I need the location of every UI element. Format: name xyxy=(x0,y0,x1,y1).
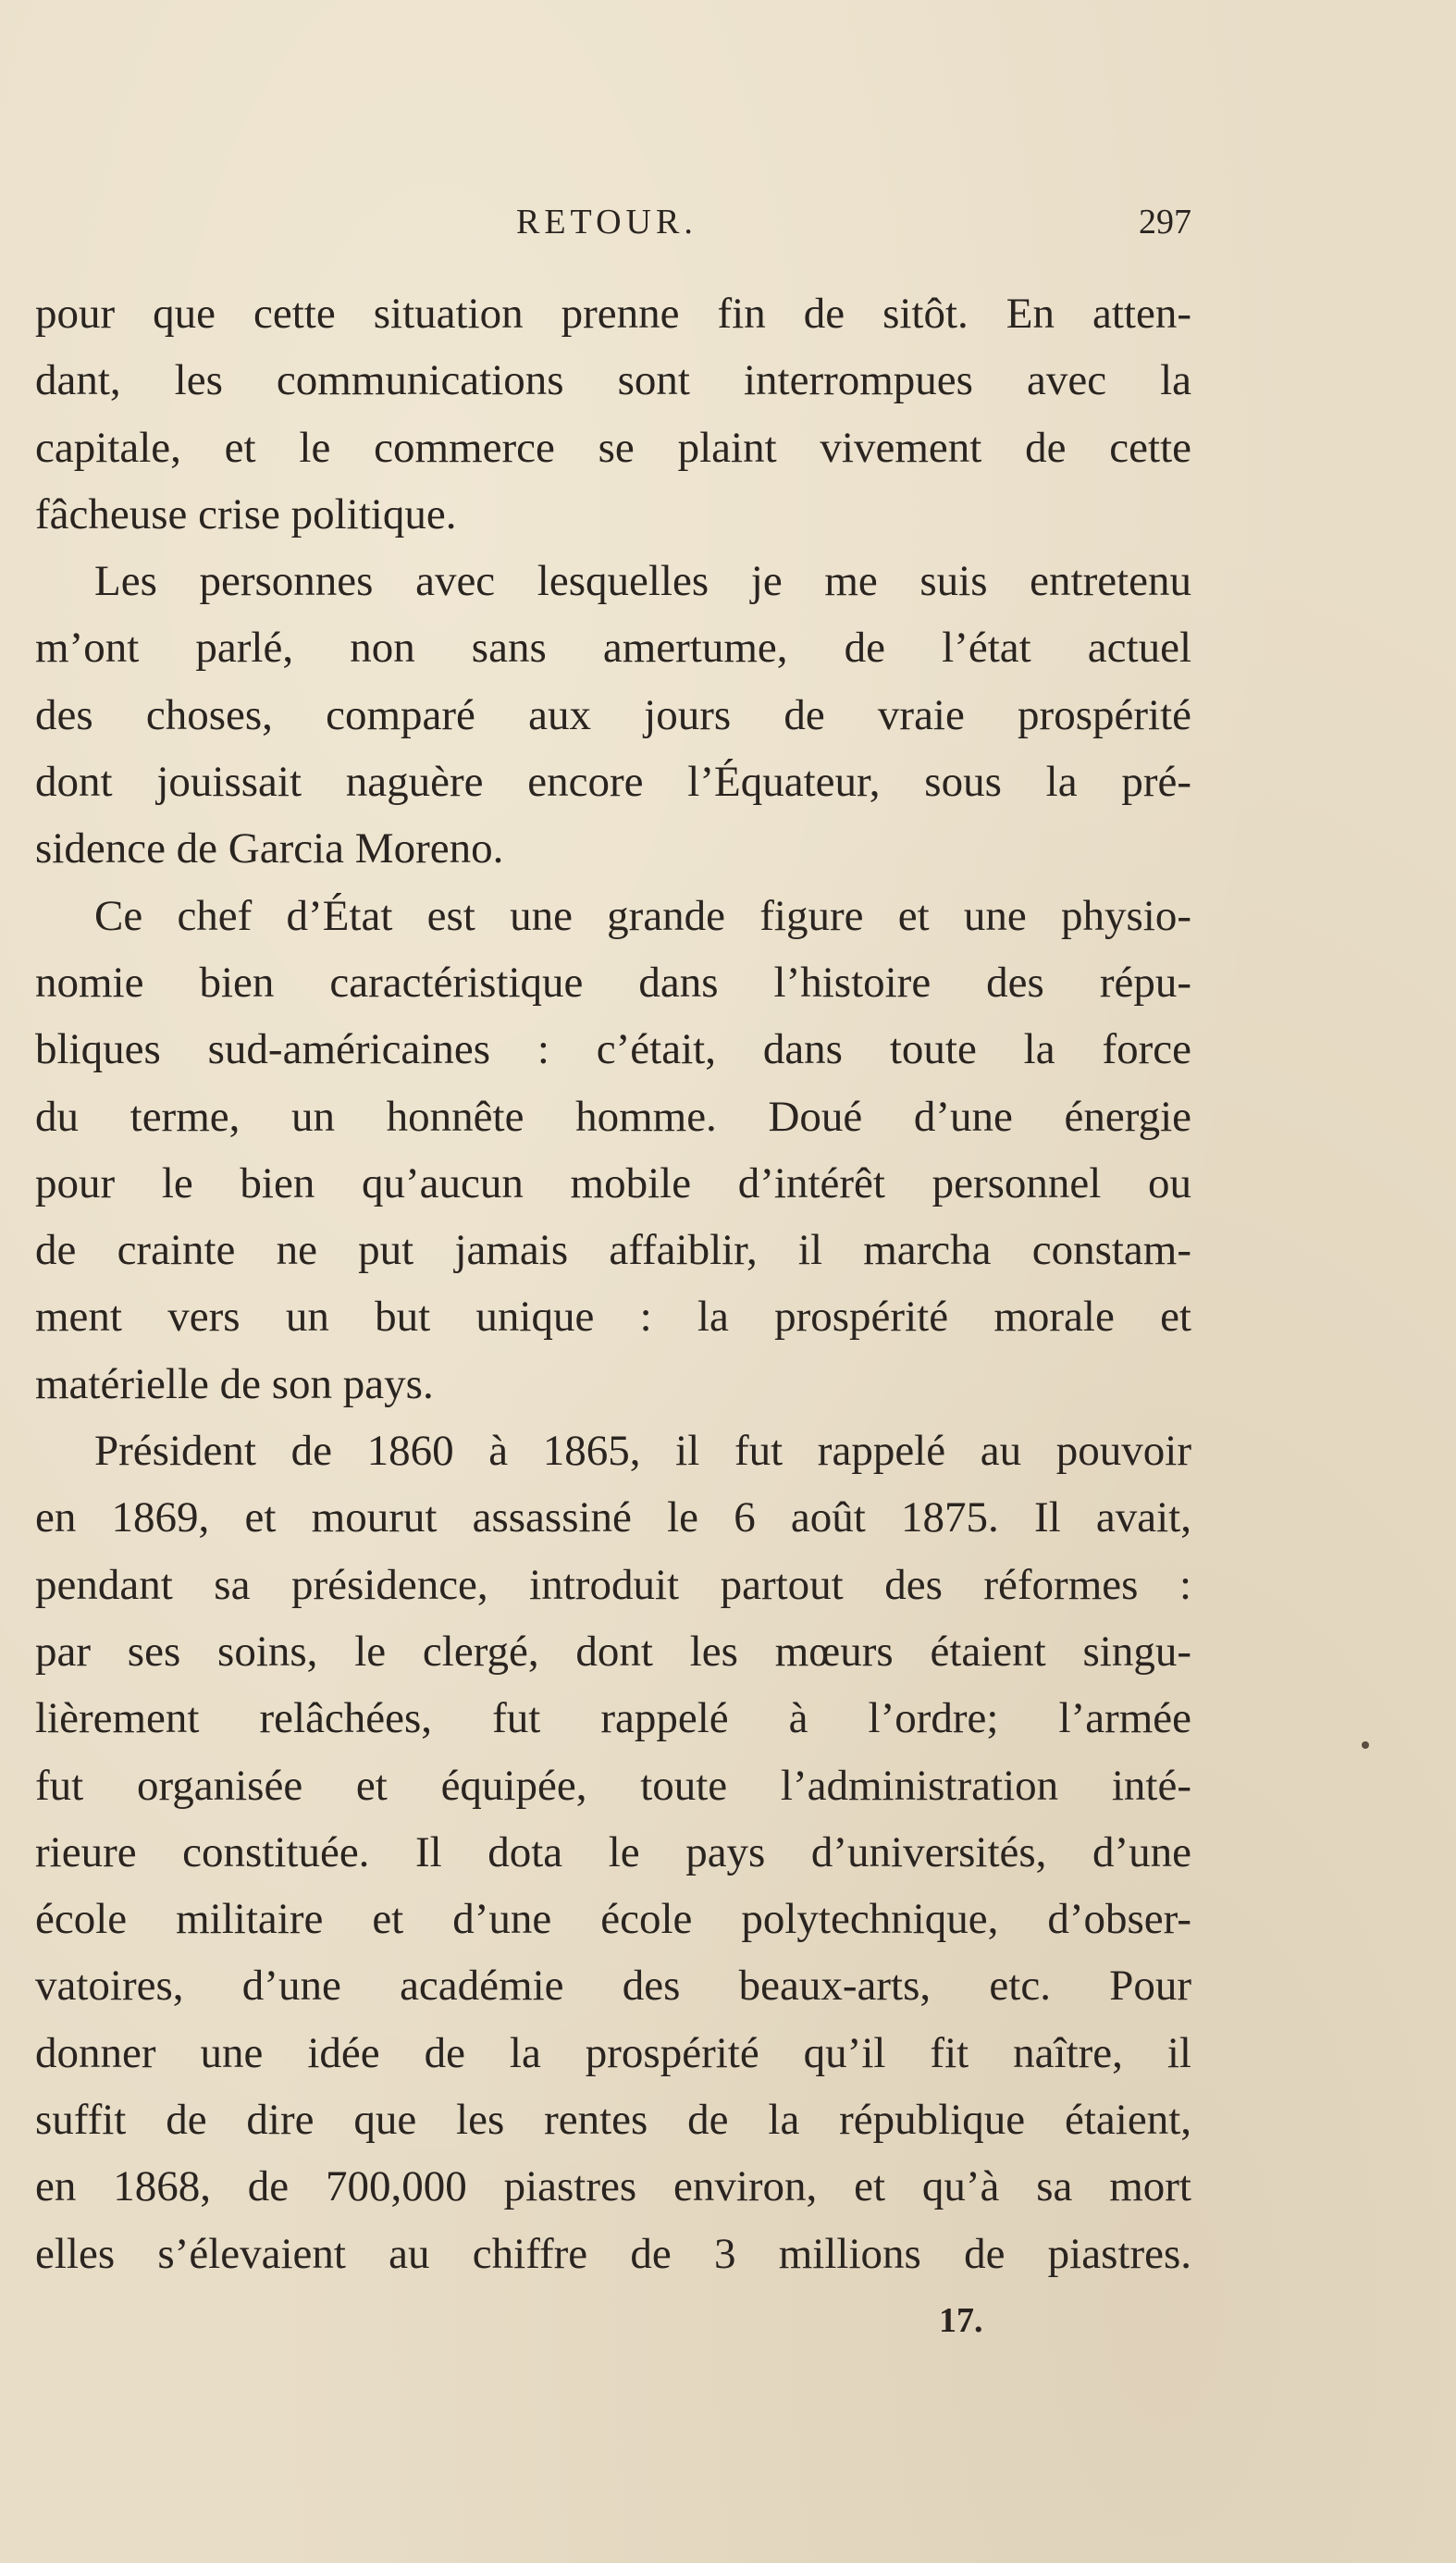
text-line: fut organisée et équipée, toute l’administration inté- xyxy=(35,1761,1191,1810)
paper-speck xyxy=(1362,1741,1369,1749)
text-line: Ce chef d’État est une grande figure et une physio- xyxy=(94,891,1191,940)
text-line: Président de 1860 à 1865, il fut rappelé au pouvoir xyxy=(94,1427,1191,1476)
text-line: pour le bien qu’aucun mobile d’intérêt personnel ou xyxy=(35,1158,1191,1207)
text-line: rieure constituée. Il dota le pays d’universités, d’une xyxy=(35,1827,1191,1876)
text-line: Les personnes avec lesquelles je me suis entretenu xyxy=(94,557,1191,606)
text-line: de crainte ne put jamais affaiblir, il marcha constam- xyxy=(35,1226,1191,1275)
text-line: suffit de dire que les rentes de la république étaient, xyxy=(35,2096,1191,2145)
paragraph-3 xyxy=(35,883,1191,1418)
text-line: ment vers un but unique : la prospérité morale et xyxy=(35,1293,1191,1342)
text-line: capitale, et le commerce se plaint vivement de cette xyxy=(35,423,1191,472)
text-line: matérielle de son pays. xyxy=(35,1359,434,1408)
text-line: nomie bien caractéristique dans l’histoire des répu- xyxy=(35,958,1191,1007)
page-number: 297 xyxy=(1139,203,1191,241)
paragraph-2 xyxy=(35,548,1191,882)
text-line: des choses, comparé aux jours de vraie prospérité xyxy=(35,690,1191,739)
text-line: vatoires, d’une académie des beaux-arts, etc. Pour xyxy=(35,1962,1191,2011)
paragraph-1 xyxy=(35,280,1191,548)
text-line: fâcheuse crise politique. xyxy=(35,489,457,539)
signature-mark: 17. xyxy=(939,2301,983,2340)
text-line: dont jouissait naguère encore l’Équateur, sous la pré- xyxy=(35,758,1191,807)
text-line: du terme, un honnête homme. Doué d’une énergie xyxy=(35,1092,1191,1141)
text-line: m’ont parlé, non sans amertume, de l’état actuel xyxy=(35,624,1191,673)
text-line: école militaire et d’une école polytechnique, d’obser- xyxy=(35,1895,1191,1944)
text-line: lièrement relâchées, fut rappelé à l’ordre; l’armée xyxy=(35,1694,1191,1743)
text-line: en 1868, de 700,000 piastres environ, et qu’à sa mort xyxy=(35,2162,1191,2211)
paragraph-4 xyxy=(35,1418,1191,2287)
body-text xyxy=(35,280,1191,2287)
text-line: dant, les communications sont interrompues avec la xyxy=(35,356,1191,405)
text-line: bliques sud-américaines : c’était, dans toute la force xyxy=(35,1025,1191,1074)
running-title: RETOUR. xyxy=(516,203,697,241)
text-line: sidence de Garcia Moreno. xyxy=(35,824,504,873)
text-line: elles s’élevaient au chiffre de 3 millions de piastres. xyxy=(35,2229,1191,2278)
text-line: en 1869, et mourut assassiné le 6 août 1875. Il avait, xyxy=(35,1493,1191,1542)
text-line: donner une idée de la prospérité qu’il fit naître, il xyxy=(35,2028,1191,2077)
page-header xyxy=(35,194,1191,250)
text-line: par ses soins, le clergé, dont les mœurs étaient singu- xyxy=(35,1627,1191,1676)
text-line: pendant sa présidence, introduit partout des réformes : xyxy=(35,1560,1191,1609)
text-line: pour que cette situation prenne fin de sitôt. En atten- xyxy=(35,290,1191,338)
